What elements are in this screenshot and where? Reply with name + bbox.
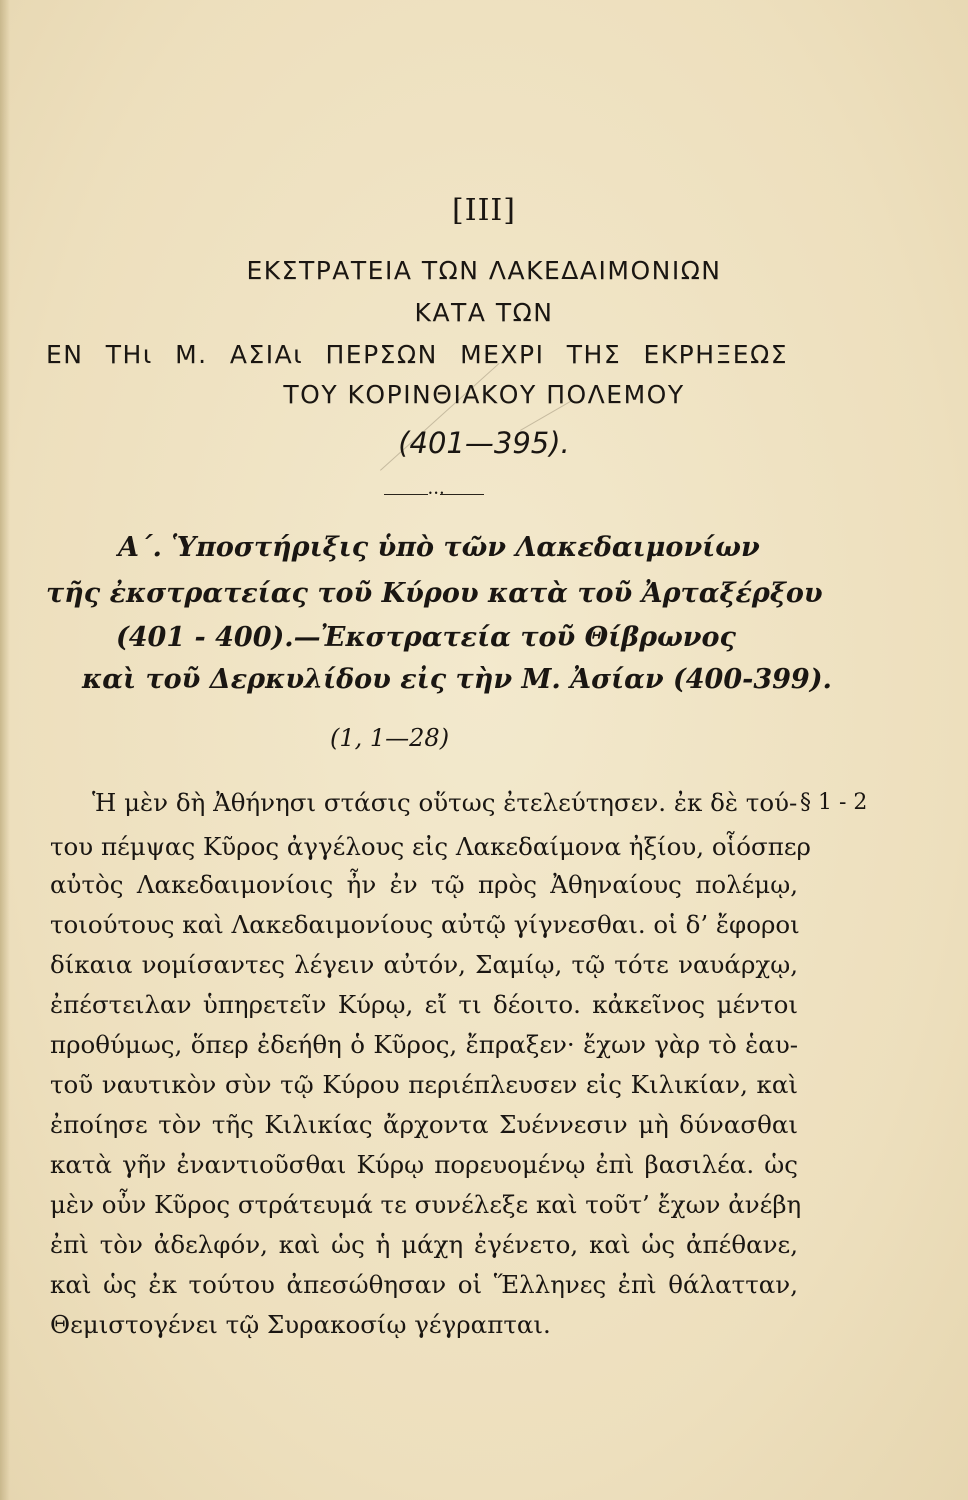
- heading-line-2: ΚΑΤΑ ΤΩΝ: [414, 298, 554, 327]
- body-line: ἐπέστειλαν ὑπηρετεῖν Κύρῳ, εἴ τι δέοιτο. κἀκεῖνος μέντοι: [50, 990, 798, 1019]
- heading-line-4: ΤΟΥ ΚΟΡΙΝΘΙΑΚΟΥ ΠΟΛΕΜΟΥ: [283, 380, 685, 409]
- subtitle-line-2: τῆς ἐκστρατείας τοῦ Κύρου κατὰ τοῦ Ἀρταξέρξου: [46, 578, 823, 609]
- heading-dates: (401—395).: [398, 426, 570, 460]
- body-line: του πέμψας Κῦρος ἀγγέλους εἰς Λακεδαίμονα ἠξίου, οἷόσπερ: [50, 832, 811, 861]
- body-line: δίκαια νομίσαντες λέγειν αὐτόν, Σαμίῳ, τῷ τότε ναυάρχῳ,: [50, 950, 798, 979]
- subtitle-line-1: Α΄. Ὑποστήριξις ὑπὸ τῶν Λακεδαιμονίων: [118, 532, 760, 563]
- subtitle-line-3: (401 - 400).—Ἐκστρατεία τοῦ Θίβρωνος: [116, 622, 736, 653]
- margin-section-note: § 1 - 2: [800, 790, 868, 815]
- body-line: προθύμως, ὅπερ ἐδεήθη ὁ Κῦρος, ἔπραξεν· ἔχων γὰρ τὸ ἑαυ-: [50, 1030, 798, 1059]
- body-line: ἐπὶ τὸν ἀδελφόν, καὶ ὡς ἡ μάχη ἐγένετο, καὶ ὡς ἀπέθανε,: [50, 1230, 798, 1259]
- subtitle-line-4: καὶ τοῦ Δερκυλίδου εἰς τὴν Μ. Ἀσίαν (400-399).: [82, 664, 832, 695]
- ornament-dots: •••: [428, 489, 446, 498]
- ornament-divider: [384, 489, 484, 498]
- body-line: Θεμιστογένει τῷ Συρακοσίῳ γέγραπται.: [50, 1310, 551, 1339]
- body-line: καὶ ὡς ἐκ τούτου ἀπεσώθησαν οἱ Ἕλληνες ἐπὶ θάλατταν,: [50, 1270, 798, 1299]
- heading-line-3: ΕΝ ΤΗι Μ. ΑΣΙΑι ΠΕΡΣΩΝ ΜΕΧΡΙ ΤΗΣ ΕΚΡΗΞΕΩΣ: [46, 340, 788, 369]
- chapter-reference: (1, 1—28): [330, 724, 450, 752]
- body-line: μὲν οὖν Κῦρος στράτευμά τε συνέλεξε καὶ τοῦτ’ ἔχων ἀνέβη: [50, 1190, 802, 1219]
- body-line: Ἡ μὲν δὴ Ἀθήνησι στάσις οὕτως ἐτελεύτησεν. ἐκ δὲ τού-: [92, 788, 798, 817]
- body-line: ἐποίησε τὸν τῆς Κιλικίας ἄρχοντα Συέννεσιν μὴ δύνασθαι: [50, 1110, 798, 1139]
- heading-line-1: ΕΚΣΤΡΑΤΕΙΑ ΤΩΝ ΛΑΚΕΔΑΙΜΟΝΙΩΝ: [246, 256, 722, 285]
- body-line: αὐτὸς Λακεδαιμονίοις ἦν ἐν τῷ πρὸς Ἀθηναίους πολέμῳ,: [50, 870, 798, 899]
- body-line: τοιούτους καὶ Λακεδαιμονίους αὐτῷ γίγνεσθαι. οἱ δ’ ἔφοροι: [50, 910, 800, 939]
- section-number: [III]: [452, 193, 516, 228]
- body-line: τοῦ ναυτικὸν σὺν τῷ Κύρου περιέπλευσεν εἰς Κιλικίαν, καὶ: [50, 1070, 798, 1099]
- body-line: κατὰ γῆν ἐναντιοῦσθαι Κύρῳ πορευομένῳ ἐπὶ βασιλέα. ὡς: [50, 1150, 798, 1179]
